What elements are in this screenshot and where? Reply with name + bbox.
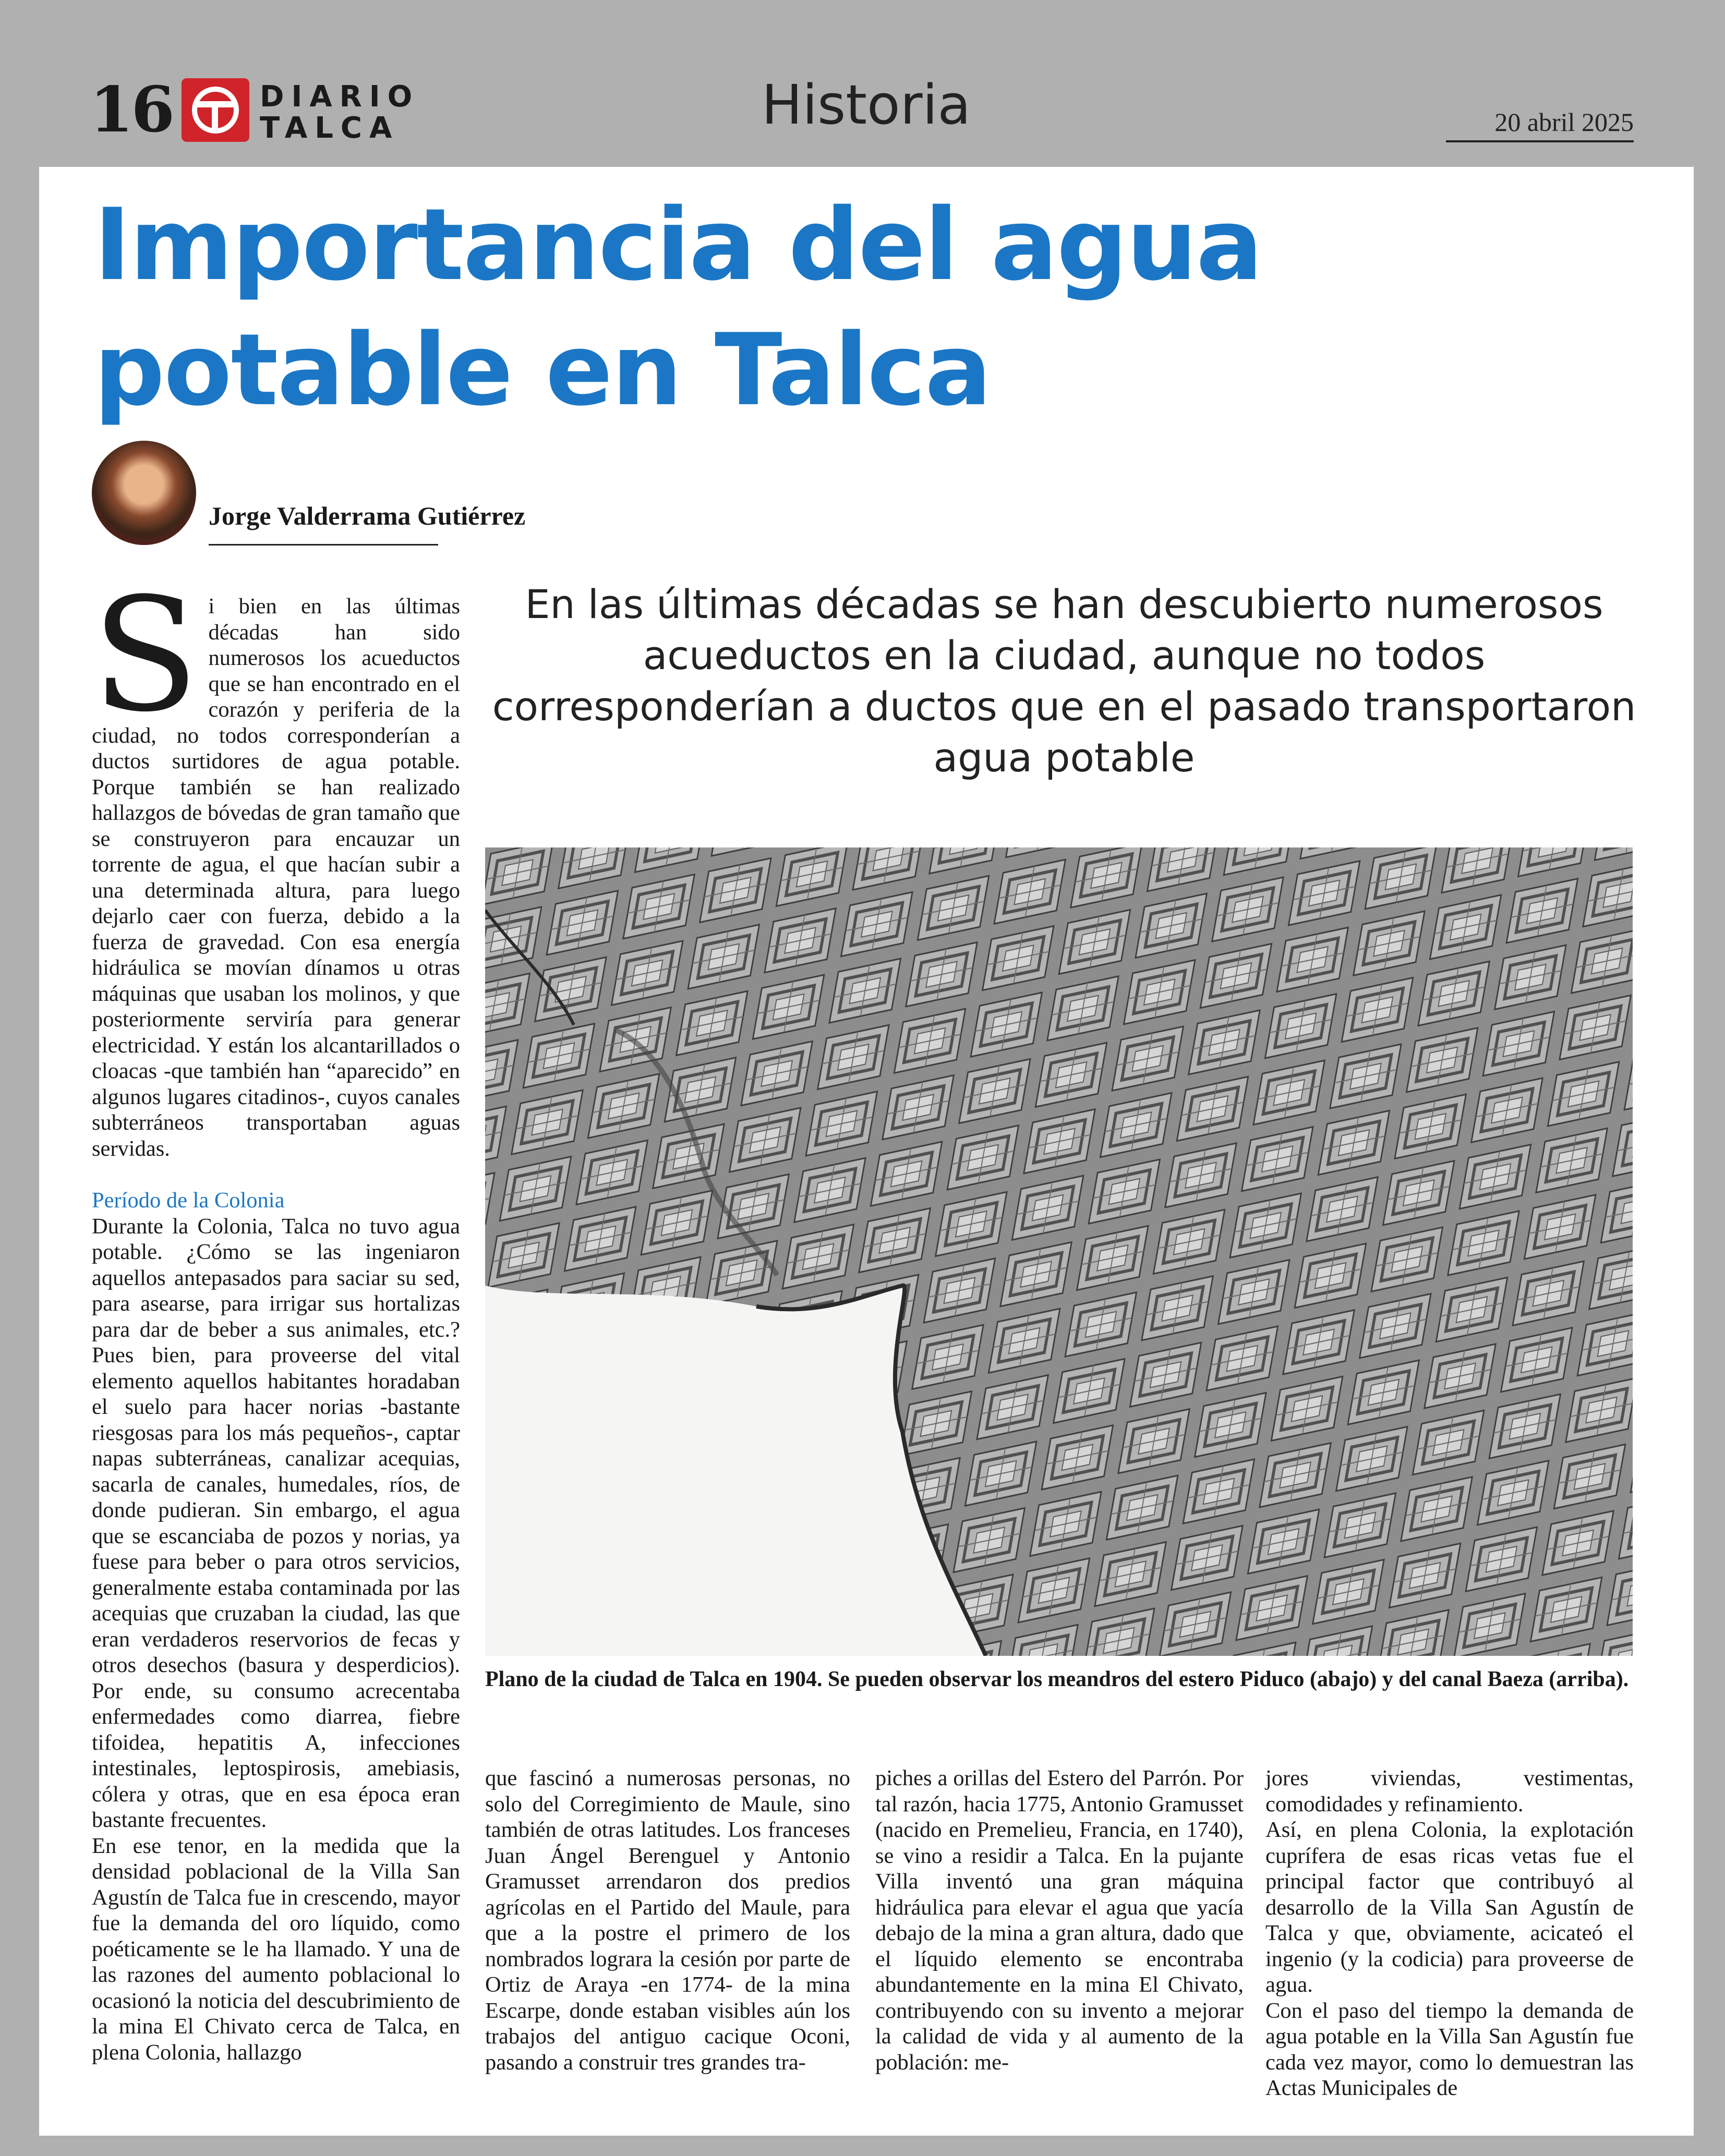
subheading: Período de la Colonia [92, 1188, 285, 1213]
figure-caption: Plano de la ciudad de Talca en 1904. Se pueden observar los meandros del estero Piduco (abajo) y del canal Baeza (arriba). [485, 1667, 1629, 1691]
logo-line-2: TALCA [260, 111, 400, 145]
article-title [94, 183, 1450, 433]
author-name: Jorge Valderrama Gutiérrez [209, 501, 526, 530]
paragraph: Así, en plena Colonia, la explotación cuprífera de esas ricas vetas fue el principal factor que contribuyó al desarrollo de la Villa San Agustín de Talca y que, obviamente, acicateó el ingenio (y la codicia) para proveerse de agua. [1265, 1818, 1634, 1997]
logo-wordmark [260, 81, 419, 144]
title-line-2: potable en Talca [94, 312, 991, 428]
intro-text: i bien en las últimas décadas han sido numerosos los acueductos que se han encontrado en el corazón y periferia de la ciudad, no todos corresponderían a ductos surtidores de agua potable. Porque también se han realizado hallazgos de bóvedas de gran tamaño que se construyeron para encauzar un torrente de agua, el que hacían subir a una determinada altura, para luego dejarlo caer con fuerza, debido a la fuerza de gravedad. Con esa energía hidráulica se movían dínamos u otras máquinas que usaban los molinos, y que posteriormente serviría para generar electricidad. Y están los alcantarillados o cloacas -que también han “aparecido” en algunos lugares citadinos-, cuyos canales subterráneos transportaban aguas servidas. [92, 594, 460, 1161]
logo-line-1: DIARIO [260, 80, 420, 114]
paragraph: que fascinó a numerosas personas, no solo del Corregimiento de Maule, sino también de otras latitudes. Los franceses Juan Ángel Berenguel y Antonio Gramusset arrendaron dos predios agrícolas en el Partido del Maule, para que a la postre el primero de los nombrados lograra la cesión por parte de Ortiz de Araya -en 1774- de la mina Escarpe, donde estaban visibles aún los trabajos del antiguo cacique Oconi, pasando a construir tres grandes tra- [485, 1766, 850, 2075]
city-map-image [485, 847, 1633, 1656]
author-divider [209, 544, 438, 546]
page-number: 16 [90, 73, 173, 147]
diario-talca-logo-icon [182, 78, 249, 142]
article-column-2 [485, 1765, 850, 2075]
intro-paragraph [92, 564, 460, 1161]
issue-date: 20 abril 2025 [1446, 107, 1634, 142]
paragraph: piches a orillas del Estero del Parrón. Por tal razón, hacia 1775, Antonio Gramusset (nacido en Premelieu, Francia, en 1740), se vino a residir a Talca. En la pujante Villa inventó una gran máquina hidráulica para elevar el agua que yacía debajo de la mina a gran altura, dado que el líquido elemento se encontraba abundantemente en la mina El Chivato, contribuyendo con su invento a mejorar la calidad de vida y al aumento de la población: me- [875, 1766, 1244, 2075]
article-column-3 [875, 1765, 1244, 2075]
pull-quote: En las últimas décadas se han descubierto numerosos acueductos en la ciudad, aunque no todos corresponderían a ductos que en el pasado transportaron agua potable [492, 581, 1636, 781]
section-title: Historia [762, 73, 971, 137]
title-line-1: Importancia del agua [94, 187, 1262, 302]
paragraph: Durante la Colonia, Talca no tuvo agua potable. ¿Cómo se las ingeniaron aquellos antepasados para saciar su sed, para asearse, para irrigar sus hortalizas para dar de beber a sus animales, etc.? Pues bien, para proveerse del vital elemento aquellos habitantes horadaban el suelo para hacer norias -bastante riesgosas para los más pequeños-, captar napas subterráneas, canalizar acequias, sacarla de canales, humedales, ríos, de donde pudieran. Sin embargo, el agua que se escanciaba de pozos y norias, ya fuese para beber o para otros servicios, generalmente estaba contaminada por las acequias que cruzaban la ciudad, las que eran verdaderos reservorios de fecas y otros desechos (basura y desperdicios). Por ende, su consumo acrecentaba enfermedades como diarrea, fiebre tifoidea, hepatitis A, infecciones intestinales, leptospirosis, amebiasis, cólera y otras, que en esa época eran bastante frecuentes. [92, 1214, 460, 1832]
author-avatar [92, 441, 196, 545]
drop-cap: S [92, 564, 199, 746]
paragraph: Con el paso del tiempo la demanda de agua potable en la Villa San Agustín fue cada vez mayor, como lo demuestran las Actas Municipales de [1265, 1998, 1634, 2100]
paragraph: En ese tenor, en la medida que la densidad poblacional de la Villa San Agustín de Talca fue in crescendo, mayor fue la demanda del oro líquido, como poéticamente se le ha llamado. Y una de las razones del aumento poblacional lo ocasionó la noticia del descubrimiento de la mina El Chivato cerca de Talca, en plena Colonia, hallazgo [92, 1833, 460, 2065]
article-column-1 [92, 564, 460, 2065]
article-column-4 [1265, 1765, 1634, 2101]
paragraph: jores viviendas, vestimentas, comodidades y refinamiento. [1265, 1766, 1634, 1816]
